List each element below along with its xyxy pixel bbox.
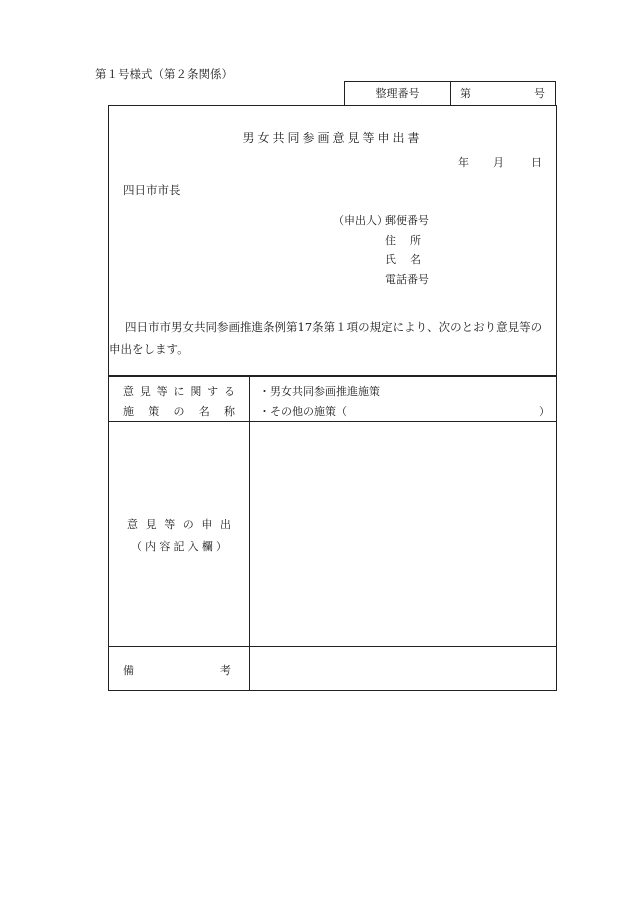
policy-option-other: ・その他の施策（ <box>259 405 347 418</box>
content-label-line2: （内容記入欄） <box>131 540 227 553</box>
date-year: 年 <box>458 156 469 169</box>
filing-number-suffix: 号 <box>534 87 545 100</box>
phone-label: 電話番号 <box>385 273 429 286</box>
content-entry-area[interactable] <box>250 422 556 646</box>
address-label: 住所 <box>385 234 435 247</box>
date-day: 日 <box>531 156 542 169</box>
form-number: 第１号様式（第２条関係） <box>95 67 233 81</box>
name-label: 氏名 <box>385 253 435 266</box>
applicant-label: （申出人） <box>333 214 388 227</box>
application-statement: 四日市市男女共同参画推進条例第17条第１項の規定により、次のとおり意見等の申出をします。 <box>109 320 543 356</box>
date-month: 月 <box>493 156 504 169</box>
remarks-label-left: 備 <box>123 664 134 677</box>
remarks-label-right: 考 <box>220 664 231 677</box>
filing-number-box <box>344 81 556 105</box>
filing-number-prefix: 第 <box>460 87 471 100</box>
opinion-table <box>108 376 557 691</box>
recipient: 四日市市長 <box>123 183 181 197</box>
policy-option-other-close: ） <box>539 405 550 418</box>
policy-label-line1: 意見等に関する <box>123 385 235 398</box>
postal-code-label: 郵便番号 <box>385 214 429 227</box>
policy-option-gender-equality: ・男女共同参画推進施策 <box>259 385 380 398</box>
application-letter <box>108 105 557 376</box>
policy-label-line2: 施策の名称 <box>123 405 235 418</box>
remarks-label <box>123 662 231 678</box>
form-title: 男女共同参画意見等申出書 <box>242 131 423 145</box>
remarks-entry-area[interactable] <box>250 647 556 690</box>
content-label-line1: 意見等の申出 <box>127 518 231 531</box>
filing-number-label: 整理番号 <box>345 82 451 105</box>
